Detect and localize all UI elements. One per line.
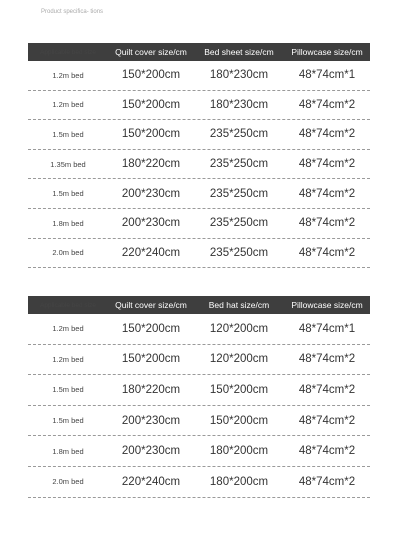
cell-quilt-cover: 180*220cm bbox=[121, 383, 181, 396]
cell-second-size: 120*200cm bbox=[209, 322, 269, 335]
cell-bed-size: 1.35m bed bbox=[50, 159, 86, 169]
table-row bbox=[28, 209, 370, 239]
cell-quilt-cover: 150*200cm bbox=[121, 98, 181, 111]
cell-bed-size: 1.2m bed bbox=[52, 70, 84, 80]
cell-pillowcase: 48*74cm*2 bbox=[298, 475, 356, 488]
spec-table-bed-hat bbox=[28, 296, 370, 498]
spec-table-sheet bbox=[28, 43, 370, 268]
cell-bed-size: 1.2m bed bbox=[52, 324, 84, 334]
table-row bbox=[28, 314, 370, 345]
table-row bbox=[28, 375, 370, 406]
table-row bbox=[28, 239, 370, 269]
cell-quilt-cover: 150*200cm bbox=[121, 322, 181, 335]
cell-second-size: 150*200cm bbox=[209, 414, 269, 427]
cell-quilt-cover: 220*240cm bbox=[121, 246, 181, 259]
cell-second-size: 235*250cm bbox=[209, 217, 269, 230]
header-bed-size: Applicable bed size bbox=[39, 301, 96, 309]
cell-quilt-cover: 150*200cm bbox=[121, 128, 181, 141]
cell-second-size: 180*200cm bbox=[209, 475, 269, 488]
cell-quilt-cover: 200*230cm bbox=[121, 445, 181, 458]
table-header bbox=[28, 296, 370, 314]
cell-pillowcase: 48*74cm*2 bbox=[298, 128, 356, 141]
cell-quilt-cover: 200*230cm bbox=[121, 187, 181, 200]
cell-bed-size: 1.2m bed bbox=[52, 354, 84, 364]
header-bed-size: Applicable bed size bbox=[39, 48, 96, 56]
cell-bed-size: 1.5m bed bbox=[52, 189, 84, 199]
header-pillowcase: Pillowcase size/cm bbox=[291, 47, 363, 57]
cell-second-size: 235*250cm bbox=[209, 187, 269, 200]
cell-second-size: 180*200cm bbox=[209, 445, 269, 458]
table-header bbox=[28, 43, 370, 61]
table-row bbox=[28, 120, 370, 150]
cell-pillowcase: 48*74cm*2 bbox=[298, 246, 356, 259]
cell-bed-size: 1.8m bed bbox=[52, 446, 84, 456]
cell-bed-size: 1.5m bed bbox=[52, 129, 84, 139]
cell-quilt-cover: 180*220cm bbox=[121, 158, 181, 171]
cell-second-size: 120*200cm bbox=[209, 353, 269, 366]
table-row bbox=[28, 406, 370, 437]
table-row bbox=[28, 91, 370, 121]
cell-pillowcase: 48*74cm*2 bbox=[298, 445, 356, 458]
cell-second-size: 180*230cm bbox=[209, 69, 269, 82]
cell-quilt-cover: 200*230cm bbox=[121, 414, 181, 427]
page-title: Product specifica- tions bbox=[41, 9, 104, 15]
cell-bed-size: 1.8m bed bbox=[52, 218, 84, 228]
cell-second-size: 180*230cm bbox=[209, 98, 269, 111]
cell-bed-size: 1.2m bed bbox=[52, 100, 84, 110]
cell-second-size: 235*250cm bbox=[209, 246, 269, 259]
cell-bed-size: 1.5m bed bbox=[52, 416, 84, 426]
table-row bbox=[28, 345, 370, 376]
cell-pillowcase: 48*74cm*1 bbox=[298, 69, 356, 82]
cell-pillowcase: 48*74cm*1 bbox=[298, 322, 356, 335]
cell-pillowcase: 48*74cm*2 bbox=[298, 187, 356, 200]
cell-quilt-cover: 150*200cm bbox=[121, 69, 181, 82]
cell-quilt-cover: 150*200cm bbox=[121, 353, 181, 366]
header-bed-hat: Bed hat size/cm bbox=[208, 300, 270, 310]
cell-second-size: 235*250cm bbox=[209, 158, 269, 171]
cell-bed-size: 1.5m bed bbox=[52, 385, 84, 395]
cell-pillowcase: 48*74cm*2 bbox=[298, 383, 356, 396]
header-quilt-cover: Quilt cover size/cm bbox=[115, 300, 187, 310]
table-row bbox=[28, 150, 370, 180]
cell-pillowcase: 48*74cm*2 bbox=[298, 353, 356, 366]
table-body bbox=[28, 61, 370, 268]
table-row bbox=[28, 467, 370, 498]
header-pillowcase: Pillowcase size/cm bbox=[291, 300, 363, 310]
cell-second-size: 235*250cm bbox=[209, 128, 269, 141]
cell-pillowcase: 48*74cm*2 bbox=[298, 414, 356, 427]
header-bed-sheet: Bed sheet size/cm bbox=[204, 47, 274, 57]
cell-bed-size: 2.0m bed bbox=[52, 477, 84, 487]
cell-second-size: 150*200cm bbox=[209, 383, 269, 396]
table-row bbox=[28, 179, 370, 209]
cell-pillowcase: 48*74cm*2 bbox=[298, 158, 356, 171]
cell-quilt-cover: 220*240cm bbox=[121, 475, 181, 488]
cell-quilt-cover: 200*230cm bbox=[121, 217, 181, 230]
header-quilt-cover: Quilt cover size/cm bbox=[115, 47, 187, 57]
cell-pillowcase: 48*74cm*2 bbox=[298, 217, 356, 230]
table-row bbox=[28, 436, 370, 467]
table-body bbox=[28, 314, 370, 498]
cell-bed-size: 2.0m bed bbox=[52, 248, 84, 258]
cell-pillowcase: 48*74cm*2 bbox=[298, 98, 356, 111]
table-row bbox=[28, 61, 370, 91]
